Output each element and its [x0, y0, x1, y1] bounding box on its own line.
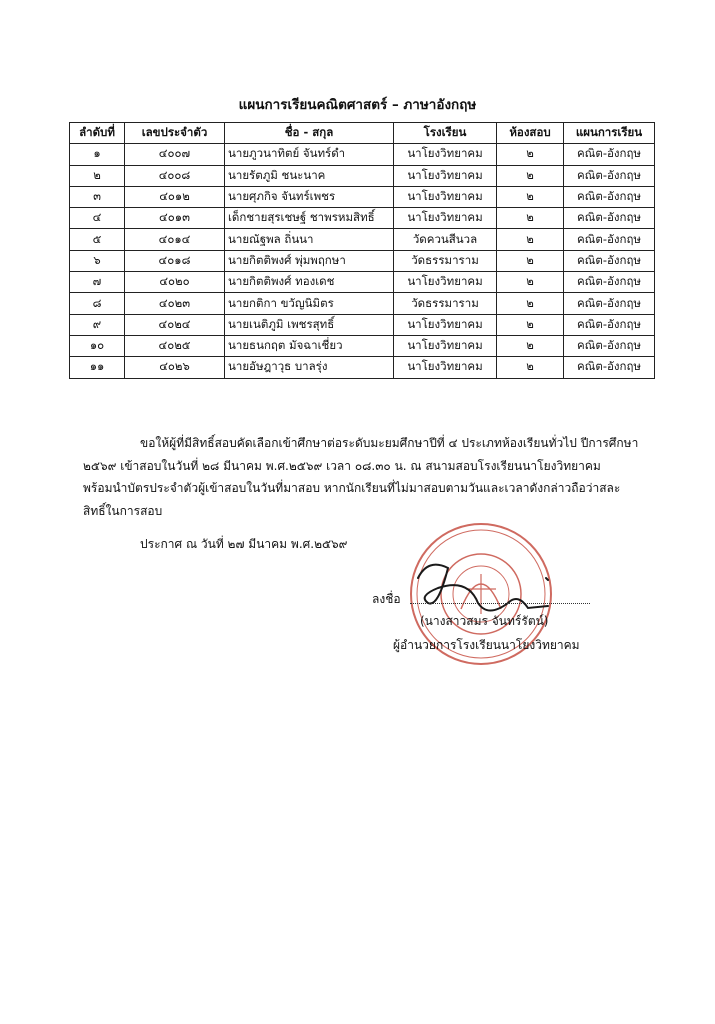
cell-school: วัดธรรมาราม: [394, 250, 497, 271]
table-row: [70, 186, 655, 207]
cell-id: ๔๐๑๒: [125, 186, 225, 207]
signer-position: ผู้อำนวยการโรงเรียนนาโยงวิทยาคม: [393, 638, 580, 652]
cell-exam-room: ๒: [497, 272, 564, 293]
cell-id: ๔๐๒๓: [125, 293, 225, 314]
signer-name: (นางสาวสมร จันทร์รัตน์): [420, 614, 549, 628]
table-row: [70, 144, 655, 165]
notice-line: พร้อมนำบัตรประจำตัวผู้เข้าสอบในวันที่มาสอบ หากนักเรียนที่ไม่มาสอบตามวันและเวลาดังกล่าวถือว่าสละ: [83, 481, 621, 495]
cell-order: ๓: [70, 186, 125, 207]
cell-study-plan: คณิต-อังกฤษ: [564, 165, 655, 186]
cell-school: วัดธรรมาราม: [394, 293, 497, 314]
notice-line: ขอให้ผู้ที่มีสิทธิ์สอบคัดเลือกเข้าศึกษาต่อระดับมะยมศึกษาปีที่ ๔ ประเภทห้องเรียนทั่วไป ปีการศึกษา: [140, 436, 639, 450]
cell-school: นาโยงวิทยาคม: [394, 272, 497, 293]
notice-line: สิทธิ์ในการสอบ: [83, 503, 163, 518]
cell-school: นาโยงวิทยาคม: [394, 208, 497, 229]
table-row: [70, 250, 655, 271]
table-header-row: [70, 123, 655, 144]
cell-order: ๑๐: [70, 335, 125, 356]
cell-study-plan: คณิต-อังกฤษ: [564, 208, 655, 229]
cell-name: นายกิตติพงศ์ พุ่มพฤกษา: [225, 250, 394, 271]
cell-id: ๔๐๐๗: [125, 144, 225, 165]
cell-school: นาโยงวิทยาคม: [394, 357, 497, 378]
table-row: [70, 165, 655, 186]
cell-id: ๔๐๑๘: [125, 250, 225, 271]
table-row: [70, 314, 655, 335]
announce-date: ประกาศ ณ วันที่ ๒๗ มีนาคม พ.ศ.๒๕๖๙: [140, 537, 348, 551]
signature-line: [410, 603, 590, 604]
cell-name: นายภูวนาทิตย์ จันทร์ดำ: [225, 144, 394, 165]
cell-name: นายณัฐพล ถิ่นนา: [225, 229, 394, 250]
cell-id: ๔๐๒๐: [125, 272, 225, 293]
notice-paragraph: [83, 432, 656, 522]
header-order: ลำดับที่: [70, 123, 125, 144]
cell-study-plan: คณิต-อังกฤษ: [564, 335, 655, 356]
cell-school: นาโยงวิทยาคม: [394, 186, 497, 207]
cell-order: ๘: [70, 293, 125, 314]
cell-school: นาโยงวิทยาคม: [394, 144, 497, 165]
cell-id: ๔๐๒๖: [125, 357, 225, 378]
cell-name: นายเนติภูมิ เพชรสุทธิ์: [225, 314, 394, 335]
cell-order: ๑: [70, 144, 125, 165]
header-exam-room: ห้องสอบ: [497, 123, 564, 144]
cell-id: ๔๐๐๘: [125, 165, 225, 186]
header-name: ชื่อ - สกุล: [225, 123, 394, 144]
cell-study-plan: คณิต-อังกฤษ: [564, 272, 655, 293]
cell-school: นาโยงวิทยาคม: [394, 335, 497, 356]
cell-study-plan: คณิต-อังกฤษ: [564, 144, 655, 165]
cell-study-plan: คณิต-อังกฤษ: [564, 357, 655, 378]
notice-line: ๒๕๖๙ เข้าสอบในวันที่ ๒๘ มีนาคม พ.ศ.๒๕๖๙ เวลา ๐๘.๓๐ น. ณ สนามสอบโรงเรียนนาโยงวิทยาคม: [83, 458, 601, 473]
cell-exam-room: ๒: [497, 229, 564, 250]
table-row: [70, 208, 655, 229]
cell-study-plan: คณิต-อังกฤษ: [564, 293, 655, 314]
table-row: [70, 293, 655, 314]
header-study-plan: แผนการเรียน: [564, 123, 655, 144]
cell-order: ๕: [70, 229, 125, 250]
sign-label: ลงชื่อ: [372, 592, 401, 606]
header-school: โรงเรียน: [394, 123, 497, 144]
cell-exam-room: ๒: [497, 165, 564, 186]
header-id: เลขประจำตัว: [125, 123, 225, 144]
cell-id: ๔๐๑๓: [125, 208, 225, 229]
cell-id: ๔๐๒๔: [125, 314, 225, 335]
cell-name: นายอัษฎาวุธ บาลรุ่ง: [225, 357, 394, 378]
cell-school: วัดควนสีนวล: [394, 229, 497, 250]
cell-order: ๗: [70, 272, 125, 293]
cell-name: นายกิตติพงศ์ ทองเดช: [225, 272, 394, 293]
cell-id: ๔๐๒๕: [125, 335, 225, 356]
cell-exam-room: ๒: [497, 335, 564, 356]
cell-order: ๙: [70, 314, 125, 335]
cell-exam-room: ๒: [497, 293, 564, 314]
cell-exam-room: ๒: [497, 144, 564, 165]
cell-exam-room: ๒: [497, 314, 564, 335]
cell-name: เด็กชายสุรเชษฐ์ ชาพรหมสิทธิ์: [225, 208, 394, 229]
cell-name: นายศุภกิจ จันทร์เพชร: [225, 186, 394, 207]
document-title: แผนการเรียนคณิตศาสตร์ – ภาษาอังกฤษ: [238, 97, 477, 113]
cell-school: นาโยงวิทยาคม: [394, 314, 497, 335]
student-table: [69, 122, 655, 379]
cell-study-plan: คณิต-อังกฤษ: [564, 250, 655, 271]
cell-order: ๖: [70, 250, 125, 271]
table-row: [70, 357, 655, 378]
cell-name: นายกติกา ขวัญนิมิตร: [225, 293, 394, 314]
cell-name: นายธนกฤต มัจฉาเชี่ยว: [225, 335, 394, 356]
table-row: [70, 272, 655, 293]
cell-study-plan: คณิต-อังกฤษ: [564, 314, 655, 335]
cell-order: ๔: [70, 208, 125, 229]
cell-name: นายรัตภูมิ ชนะนาค: [225, 165, 394, 186]
cell-order: ๑๑: [70, 357, 125, 378]
cell-exam-room: ๒: [497, 357, 564, 378]
cell-exam-room: ๒: [497, 186, 564, 207]
cell-school: นาโยงวิทยาคม: [394, 165, 497, 186]
cell-study-plan: คณิต-อังกฤษ: [564, 229, 655, 250]
table-row: [70, 229, 655, 250]
cell-id: ๔๐๑๔: [125, 229, 225, 250]
cell-exam-room: ๒: [497, 250, 564, 271]
table-row: [70, 335, 655, 356]
cell-study-plan: คณิต-อังกฤษ: [564, 186, 655, 207]
cell-order: ๒: [70, 165, 125, 186]
cell-exam-room: ๒: [497, 208, 564, 229]
